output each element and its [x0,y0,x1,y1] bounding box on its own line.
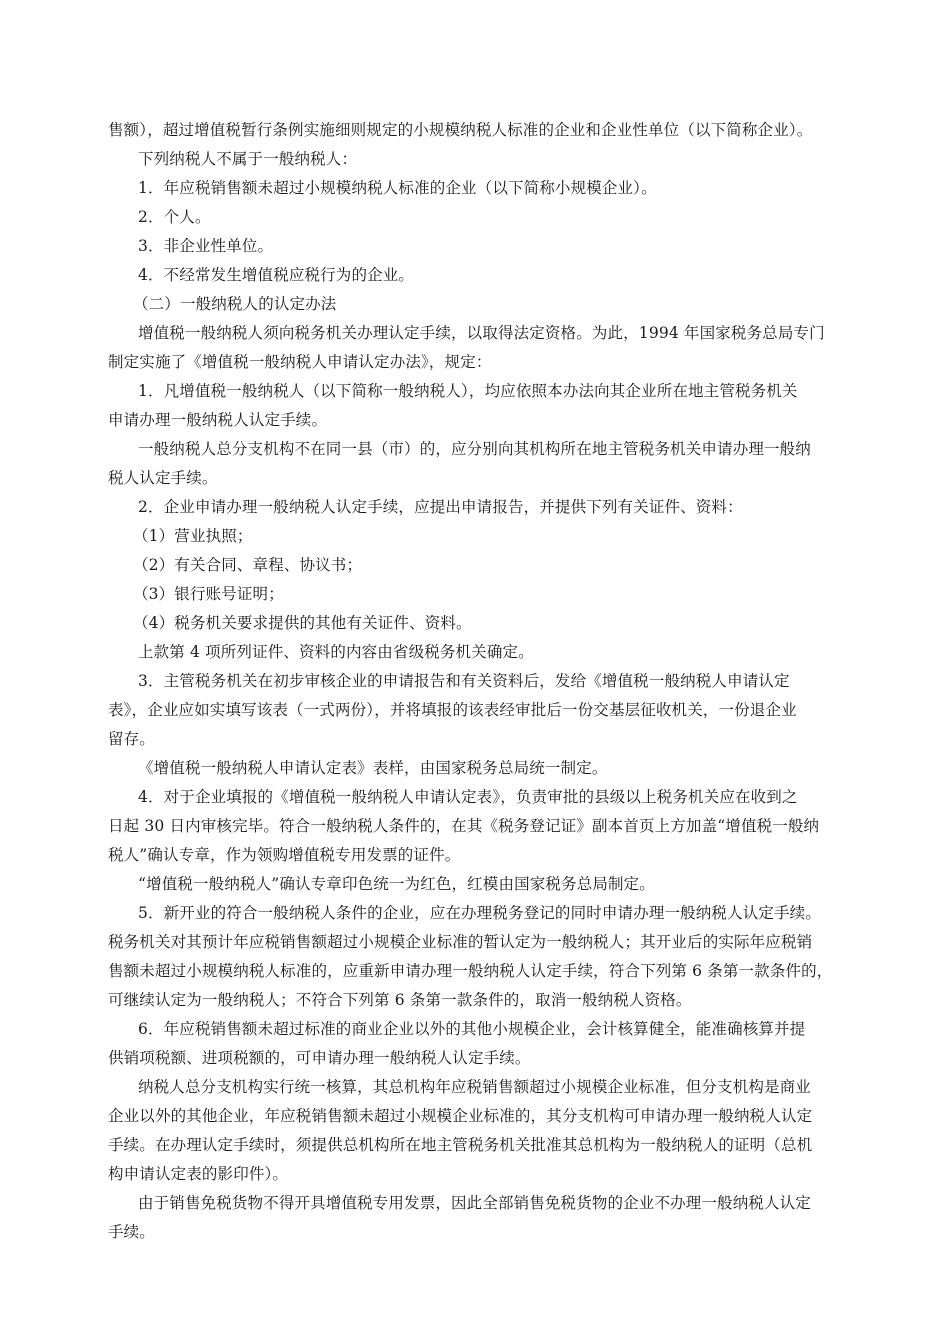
paragraph-line: 税人认定手续。 [108,469,218,487]
list-item: 3．主管税务机关在初步审核企业的申请报告和有关资料后，发给《增值税一般纳税人申请认定 [138,672,790,690]
list-item: 2．企业申请办理一般纳税人认定手续，应提出申请报告，并提供下列有关证件、资料： [138,498,743,516]
sub-list-item: （3）银行账号证明； [133,585,284,603]
paragraph-line: 下列纳税人不属于一般纳税人： [138,150,358,168]
paragraph-line: 供销项税额、进项税额的，可申请办理一般纳税人认定手续。 [108,1049,531,1067]
paragraph-line: 构申请认定表的影印件）。 [108,1165,289,1183]
paragraph-line: “增值税一般纳税人”确认专章印色统一为红色，红模由国家税务总局制定。 [138,875,655,893]
paragraph-line: 税人”确认专章，作为领购增值税专用发票的证件。 [108,846,461,864]
list-item: 6．年应税销售额未超过标准的商业企业以外的其他小规模企业，会计核算健全，能准确核算并提 [138,1020,806,1038]
list-item: 1．凡增值税一般纳税人（以下简称一般纳税人），均应依照本办法向其企业所在地主管税务机关 [138,382,798,400]
paragraph-line: 上款第 4 项所列证件、资料的内容由省级税务机关确定。 [138,643,534,661]
list-item: 5．新开业的符合一般纳税人条件的企业，应在办理税务登记的同时申请办理一般纳税人认定手续。 [138,904,821,922]
paragraph-line: 留存。 [108,730,155,748]
list-item: 2．个人。 [138,208,211,226]
paragraph-line: 申请办理一般纳税人认定手续。 [108,411,328,429]
paragraph-line: 手续。 [108,1223,155,1241]
sub-list-item: （2）有关合同、章程、协议书； [133,556,363,574]
section-heading: （二）一般纳税人的认定办法 [133,295,337,313]
paragraph-line: 售额未超过小规模纳税人标准的，应重新申请办理一般纳税人认定手续，符合下列第 6 条第一款条件的， [108,962,833,980]
paragraph-line: 纳税人总分支机构实行统一核算，其总机构年应税销售额超过小规模企业标准，但分支机构是商业 [138,1078,811,1096]
list-item: 3．非企业性单位。 [138,237,274,255]
paragraph-line: 日起 30 日内审核完毕。符合一般纳税人条件的，在其《税务登记证》副本首页上方加盖“增值税一般纳 [108,817,820,835]
paragraph-line: 企业以外的其他企业，年应税销售额未超过小规模企业标准的，其分支机构可申请办理一般纳税人认定 [108,1107,813,1125]
paragraph-line: 制定实施了《增值税一般纳税人申请认定办法》，规定： [108,353,492,371]
paragraph-line: 可继续认定为一般纳税人；不符合下列第 6 条第一款条件的，取消一般纳税人资格。 [108,991,692,1009]
paragraph-line: 手续。在办理认定手续时，须提供总机构所在地主管税务机关批准其总机构为一般纳税人的证明（总机 [108,1136,813,1154]
sub-list-item: （1）营业执照； [133,527,253,545]
list-item: 4．对于企业填报的《增值税一般纳税人申请认定表》，负责审批的县级以上税务机关应在收到之 [138,788,798,806]
paragraph-line: 表》，企业应如实填写该表（一式两份），并将填报的该表经审批后一份交基层征收机关，一份退企业 [108,701,797,719]
paragraph-line: 增值税一般纳税人须向税务机关办理认定手续，以取得法定资格。为此，1994 年国家税务总局专门 [138,324,825,342]
paragraph-line: 售额），超过增值税暂行条例实施细则规定的小规模纳税人标准的企业和企业性单位（以下简称企业）。 [108,121,813,139]
sub-list-item: （4）税务机关要求提供的其他有关证件、资料。 [133,614,472,632]
paragraph-line: 税务机关对其预计年应税销售额超过小规模企业标准的暂认定为一般纳税人；其开业后的实际年应税销 [108,933,813,951]
paragraph-line: 由于销售免税货物不得开具增值税专用发票，因此全部销售免税货物的企业不办理一般纳税人认定 [138,1194,811,1212]
list-item: 4．不经常发生增值税应税行为的企业。 [138,266,415,284]
list-item: 1．年应税销售额未超过小规模纳税人标准的企业（以下简称小规模企业）。 [138,179,657,197]
paragraph-line: 《增值税一般纳税人申请认定表》表样，由国家税务总局统一制定。 [138,759,608,777]
paragraph-line: 一般纳税人总分支机构不在同一县（市）的，应分别向其机构所在地主管税务机关申请办理一般纳 [138,440,811,458]
